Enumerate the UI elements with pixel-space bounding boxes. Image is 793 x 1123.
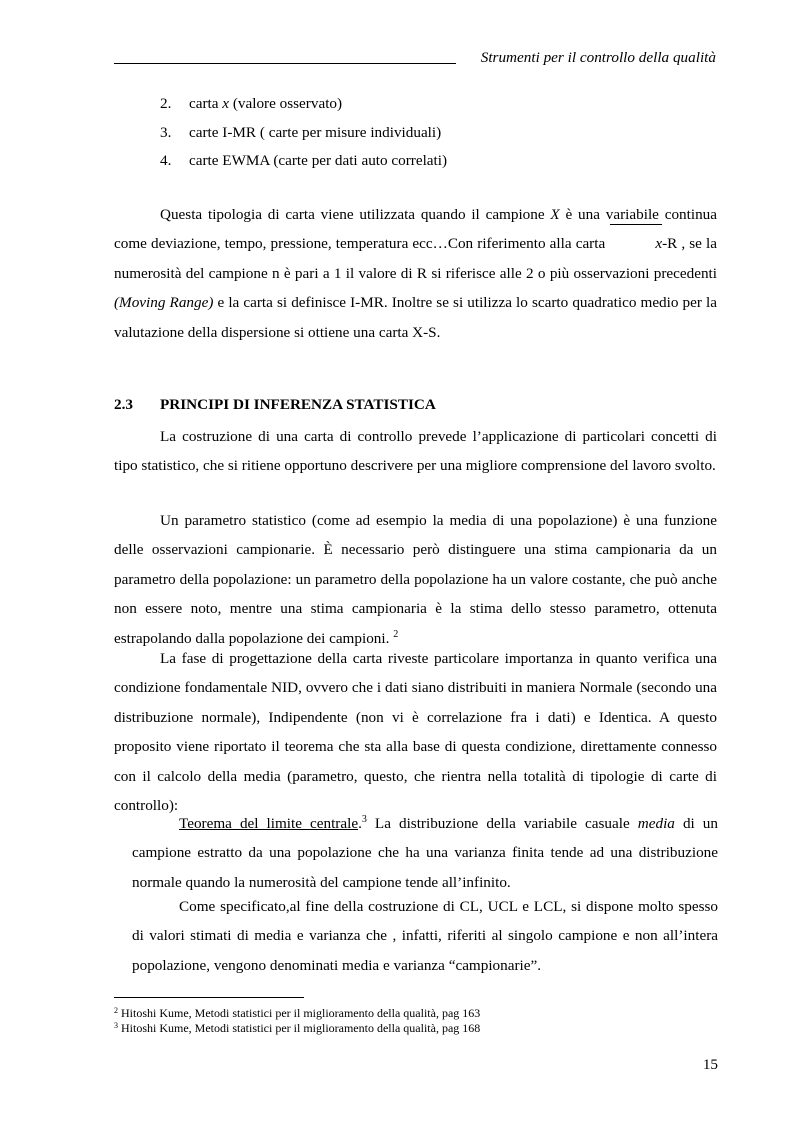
variable-x: X [550,206,560,223]
list-item-variable: x [222,95,230,112]
theorem-statement: Teorema del limite centrale.$^3$ La distribuzione della variabile casuale media di un campione estratto da una popolazione che ha una varianza finita tende ad una distribuzione normale quando la numerosità del campione tende all’infinito. [132,814,718,891]
x-bar-symbol: x [609,229,662,258]
list-item-text: carta [189,95,223,112]
footnote-separator [114,997,304,998]
running-header [114,47,716,69]
list-item-number: 3. [160,123,172,141]
list-item-text: carte I-MR ( carte per misure individuali) [189,123,442,141]
section-number: 2.3 [114,396,133,413]
list-item-number: 4. [160,152,172,169]
section-title: PRINCIPI DI INFERENZA STATISTICA [160,396,436,413]
paragraph-estimates: Come specificato,al fine della costruzione di CL, UCL e LCL, si dispone molto spesso di valori stimati di media e varianza che , infatti, riferiti al singolo campione e non all’intera popolazione, vengono denominati media e varianza “campionarie”. [132,898,718,974]
list-item [160,94,447,123]
footnote-2: $^2$ Hitoshi Kume, Metodi statistici per il miglioramento della qualità, pag 163 [114,1006,481,1020]
list-item-text: carte EWMA (carte per dati auto correlati) [189,152,448,169]
paragraph-design: La fase di progettazione della carta riveste particolare importanza in quanto verifica una condizione fondamentale NID, ovvero che i dati siano distribuiti in maniera Normale (secondo una distribuzione normale), Indipendente (non vi è correlazione fra i dati) e Identica. A questo proposito viene riportato il teorema che sta alla base di questa condizione, direttamente connesso con il calcolo della media (parametro, questo, che rientra nella totalità di tipologie di carte di controllo): [114,650,717,815]
list-item-number: 2. [160,95,172,112]
list-item [160,123,447,152]
paragraph-chart-types: Questa tipologia di carta viene utilizzata quando il campione X è una variabile continua come deviazione, tempo, pressione, temperatura ecc…Con riferimento alla carta x-R , se la numerosità del campione n è pari a 1 il valore di R si riferisce alle 2 o più osservazioni precedenti (Moving Range) e la carta si definisce I-MR. Inoltre se si utilizza lo scarto quadratico medio per la valutazione della dispersione si ottiene una carta X-S. [114,206,718,341]
header-rule [114,63,456,64]
paragraph-intro: La costruzione di una carta di controllo prevede l’applicazione di particolari concetti di tipo statistico, che si ritiene opportuno descrivere per una migliore comprensione del lavoro svolto. [114,428,717,475]
footnote-ref-3: 3 [361,814,367,825]
header-title: Strumenti per il controllo della qualità [480,49,716,66]
page-number: 15 [702,1056,718,1073]
footnote-ref-2: 2 [393,628,399,640]
theorem-title: Teorema del limite centrale [179,815,359,832]
list-item [160,151,447,180]
media-term: media [637,815,675,832]
list-item-text: (valore osservato) [229,95,343,112]
footnote-3: $^3$ Hitoshi Kume, Metodi statistici per il miglioramento della qualità, pag 168 [114,1021,481,1035]
moving-range-term: (Moving Range) [114,294,214,312]
paragraph-parameter: Un parametro statistico (come ad esempio la media di una popolazione) è una funzione delle osservazioni campionarie. È necessario però distinguere una stima campionaria da un parametro della popolazione: un parametro della popolazione ha un valore costante, che può anche non essere noto, mentre una stima campionaria è la stima dello stesso parametro, ottenuta estrapolando dalla popolazione dei campioni. $^2$ [114,512,717,647]
section-heading [114,396,436,414]
chart-type-list [160,94,447,180]
